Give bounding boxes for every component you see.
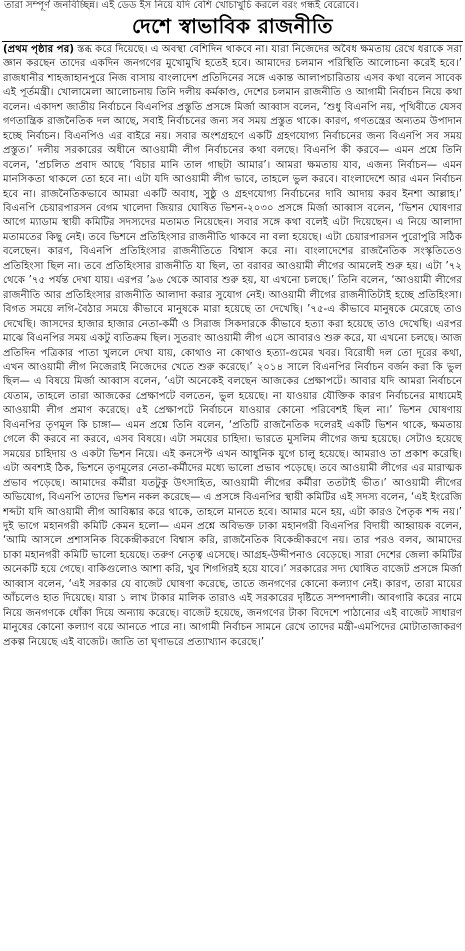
article-paragraph xyxy=(3,43,462,650)
article-text: স্তব্ধ করে দিয়েছে। এ অবস্থা বেশিদিন থাকবে না। যারা নিজেদের অবৈধ ক্ষমতায় রেখে ধরাকে সরা জ্ঞান করছেন তাদের একদিন জনগণের মুখোমুখি হতেই হবে। আমাদের চলমান পরিস্থিতি আলোচনা করেই হবে।’ রাজধানীর শাহজাহানপুরে নিজ বাসায় বাংলাদেশ প্রতিদিনের সঙ্গে একান্ত আলাপচারিতায় এসব কথা বলেন সাবেক এই পূর্তমন্ত্রী। খোলামেলা আলোচনায় তিনি দলীয় কর্মকাণ্ড, দেশের চলমান রাজনীতি ও আগামী নির্বাচন নিয়ে কথা বলেন। একাদশ জাতীয় নির্বাচনে বিএনপির প্রস্তুতি প্রসঙ্গে মির্জা আব্বাস বলেন, ‘শুধু বিএনপি নয়, পৃথিবীতে যেসব গণতান্ত্রিক রাজনৈতিক দল আছে, সবাই নির্বাচনের জন্য সব সময় প্রস্তুত থাকে। কারণ, গণতন্ত্রের অন্যতম উপাদান হচ্ছে নির্বাচন। বিএনপিও এর বাইরে নয়। সবার অংশগ্রহণে একটি গ্রহণযোগ্য নির্বাচনের জন্য বিএনপি সব সময় প্রস্তুত।’ দলীয় সরকারের অধীনে আওয়ামী লীগ নির্বাচনের কথা বলছে। বিএনপি কী করবে— এমন প্রশ্নে তিনি বলেন, ‘প্রচলিত প্রবাদ আছে ‘বিচার মানি তাল গাছটা আমার’। আমরা ক্ষমতায় যাব, এজন্য নির্বাচন— এমন মানসিকতা থাকলে তো হবে না। এটা যদি আওয়ামী লীগ ভাবে, তাহলে ভুল করবে। বাংলাদেশে আর এমন নির্বাচন হবে না। রাজনৈতিকভাবে আমরা একটি অবাধ, সুষ্ঠু ও গ্রহণযোগ্য নির্বাচনের দাবি আদায় করব ইনশা আল্লাহ।’ বিএনপি চেয়ারপারসন বেগম খালেদা জিয়ার ঘোষিত ভিশন-২০৩০ প্রসঙ্গে মির্জা আব্বাস বলেন, ‘ভিশন ঘোষণার আগে ম্যাডাম স্থায়ী কমিটির সদস্যদের মতামত নিয়েছেন। সবার সঙ্গে কথা বলেই এটা দিয়েছেন। এ নিয়ে আলাদা মতামতের কিছু নেই। তবে ভিশনে প্রতিহিংসার রাজনীতি থাকবে না বলা হয়েছে। এটা চেয়ারপারসন পুরোপুরি সঠিক বলেছেন। কারণ, বিএনপি প্রতিহিংসার রাজনীতিতে বিশ্বাস করে না। বাংলাদেশের রাজনৈতিক সংস্কৃতিতেও প্রতিহিংসা ছিল না। তবে প্রতিহিংসার রাজনীতি যা ছিল, তা বরাবর আওয়ামী লীগের আমলেই শুরু হয়। এটা ’৭২ থেকে ’৭৫ পর্যন্ত দেখা যায়। এরপর ’৯৬ থেকে আবার শুরু হয়, যা এখনো চলছে।’ তিনি বলেন, ‘আওয়ামী লীগের রাজনীতি আর প্রতিহিংসার রাজনীতি আলাদা করার সুযোগ নেই। আওয়ামী লীগের রাজনীতিটাই হচ্ছে প্রতিহিংসা। বিগত সময়ে লগি-বৈঠার সময়ে কীভাবে মানুষকে মারা হয়েছে তা দেখেছি। ’৭৫-এ কীভাবে মানুষকে মেরেছে তাও দেখেছি। জাসদের হাজার হাজার নেতা-কর্মী ও সিরাজ সিকদারকে কীভাবে হত্যা করা হয়েছে তাও দেখেছি। এরপর মাঝে বিএনপির সময় একটু ব্যতিক্রম ছিল। সুতরাং আওয়ামী লীগ এসে আবারও শুরু করে, যা এখনো চলছে। আজ প্রতিদিন পত্রিকার পাতা খুললে দেখা যায়, কোথাও না কোথাও হত্যা-গুমের খবর। বিরোধী দল তো দূরের কথা, এখন আওয়ামী লীগ নিজেরাই নিজেদের খেতে শুরু করেছে।’ ২০১৪ সালে বিএনপির নির্বাচন বর্জন করা কি ভুল ছিল— এ বিষয়ে মির্জা আব্বাস বলেন, ‘এটা অনেকেই বলছেন আজকের প্রেক্ষাপটে। আবার যদি আমরা নির্বাচনে যেতাম, তাহলে তারা আজকের প্রেক্ষাপটে বলতেন, ভুল হয়েছে। না যাওয়ার যৌক্তিক কারণ নির্বাচনের মাধ্যমেই আওয়ামী লীগ প্রমাণ করেছে। ৫ই প্রেক্ষাপটে নির্বাচনে যাওয়ার কোনো পরিবেশই ছিল না।’ ভিশন ঘোষণায় বিএনপির তৃণমূল কি চাঙ্গা— এমন প্রশ্নে তিনি বলেন, ‘প্রতিটি রাজনৈতিক দলেরই একটি ভিশন থাকে, ক্ষমতায় গেলে কী করবে না করবে, এসব বিষয়ে। এটা সময়ের চাহিদা। ভারতে মুসলিম লীগের জন্ম হয়েছে। সেটাও হয়েছে সময়ের চাহিদায় ও একটা ভিশন নিয়ে। এই কনসেপ্ট এখন আধুনিক যুগে চালু হয়েছে। আমরাও তা প্রকাশ করেছি। এটা অবশ্যই ঠিক, ভিশনে তৃণমূলের নেতা-কর্মীদের মধ্যে ভালো প্রভাব পড়েছে। তবে আওয়ামী লীগের এর মারাত্মক প্রভাব পড়েছে। আমাদের কর্মীরা যতটুকু উৎসাহিত, আওয়ামী লীগের কর্মীরা ততটাই ভীত।’ আওয়ামী লীগের অভিযোগ, বিএনপি তাদের ভিশন নকল করেছে— এ প্রসঙ্গে বিএনপির স্থায়ী কমিটির এই সদস্য বলেন, ‘এই ইংরেজি শব্দটা যদি আওয়ামী লীগ আবিষ্কার করে থাকে, তাহলে মানতে হবে। আমার মনে হয়, এটা কারও পৈতৃক শব্দ নয়।’ দুই ভাগে মহানগরী কমিটি কেমন হলো— এমন প্রশ্নে অবিভক্ত ঢাকা মহানগরী বিএনপির বিদায়ী আহ্বায়ক বলেন, ‘আমি আসলে প্রশাসনিক বিকেন্দ্রীকরণে বিশ্বাস করি, রাজনৈতিক বিকেন্দ্রীকরণে নয়। তার পরও বলব, আমাদের চাকা মহানগরী কমিটি ভালো হয়েছে। তরুণ নেতৃত্ব এসেছে। আগ্রহ-উদ্দীপনাও বেড়েছে। সারা দেশের জেলা কমিটির অনেকটি হয়ে গেছে। বাকিগুলোও আশা করি, খুব শিগগিরই হয়ে যাবে।’ সরকারের সদ্য ঘোষিত বাজেট প্রসঙ্গে মির্জা আব্বাস বলেন, ‘এই সরকার যে বাজেট ঘোষণা করেছে, তাতে জনগণের কোনো কল্যাণ নেই। কারণ, তারা মায়ের আঁচলেও হাত দিয়েছে। যারা ১ লাখ টাকার মালিক তারাও এই সরকারের দৃষ্টিতে সম্পদশালী। আবগারি করের নামে নিয়ে জনগণকে ধোঁকা দিয়ে অন্যায় করেছে। বাজেট হয়েছে, জনগণের টাকা বিদেশে পাঠানোর এই বাজেট সাধারণ মানুষের কোনো কল্যাণ বয়ে আনতে পারে না। আগামী নির্বাচন সামনে রেখে তাদের মন্ত্রী-এমপিদের মোটাতাজাকরণ প্রকল্প নিয়েছে এই বাজেট। জাতি তা ঘৃণাভরে প্রত্যাখ্যান করেছে।’ xyxy=(3,44,462,648)
continued-from-front-page-label: (প্রথম পৃষ্ঠার পর) xyxy=(3,44,74,55)
previous-article-cut-line: তারা সম্পূর্ণ জনবিচ্ছিন্ন। এই ডেড ইস নিয়ে যদি বেশি খোচাখুচি করলে বরং গন্ধই বেরোবে। xyxy=(4,0,359,11)
headline-divider xyxy=(2,41,463,42)
headline: দেশে স্বাভাবিক রাজনীতি xyxy=(131,14,334,38)
article-body xyxy=(3,43,462,948)
